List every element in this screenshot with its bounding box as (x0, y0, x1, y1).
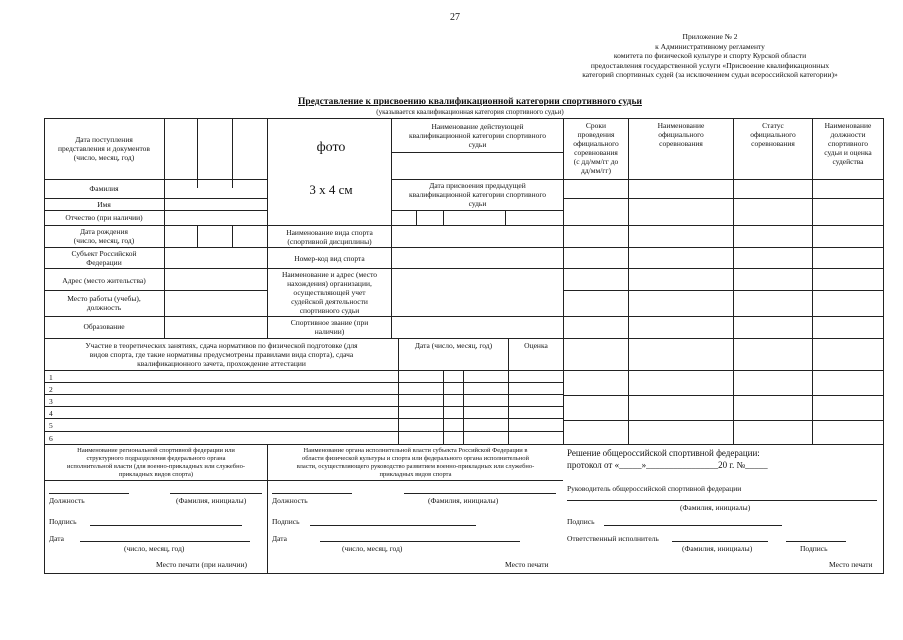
annex-line: к Административному регламенту (655, 41, 765, 51)
annex-header (540, 32, 880, 80)
stamp-label: Место печати (505, 560, 549, 569)
vline (232, 118, 233, 188)
table-row: 2 (49, 385, 53, 394)
col-dates-header: Сроки проведения официального соревнования (с дд/мм/гг до дд/мм/гг) (573, 121, 619, 175)
signature-small-label: Подпись (800, 544, 828, 553)
hline (563, 268, 883, 269)
frame-right (883, 118, 884, 574)
vline (505, 210, 506, 225)
org-label: Наименование и адрес (место нахождения) организации, осуществляющей учет судейской деятельности спортивного судьи (281, 270, 378, 315)
hline (44, 268, 563, 269)
vline (391, 118, 392, 338)
date-label: Дата (272, 534, 287, 543)
prev-category-date-label: Дата присвоения предыдущей квалификационной категории спортивного судьи (409, 181, 546, 208)
region-label: Субъект Российской Федерации (71, 249, 137, 267)
fio-label: (Фамилия, инициалы) (428, 496, 499, 505)
hline (44, 316, 563, 317)
annex-line: комитета по физической культуре и спорту Курской области (613, 51, 807, 60)
hline (44, 225, 267, 226)
table-row: 4 (49, 409, 53, 418)
hline (563, 247, 883, 248)
hline (391, 152, 563, 153)
training-date-header: Дата (число, месяц, год) (414, 341, 493, 350)
hline (563, 395, 883, 396)
fio-label: (Фамилия, инициалы) (176, 496, 247, 505)
hline (563, 290, 883, 291)
date-label: Дата (49, 534, 64, 543)
signature-label: Подпись (49, 517, 77, 526)
hline (391, 179, 883, 180)
patronymic-label: Отчество (при наличии) (65, 213, 143, 222)
col-competition-header: Наименование официального соревнования (657, 121, 705, 148)
signature-line (90, 525, 242, 526)
vline (443, 210, 444, 225)
hline (44, 418, 563, 419)
hline (44, 431, 563, 432)
hline (44, 394, 563, 395)
signature-label: Подпись (272, 517, 300, 526)
frame-top (44, 118, 884, 119)
col-status-header: Статус официального соревнования (750, 121, 796, 148)
workplace-label: Место работы (учебы), должность (67, 294, 141, 312)
head-label: Руководитель общероссийской спортивной федерации (567, 484, 742, 493)
annex-line: Приложение № 2 (682, 32, 738, 41)
photo-placeholder: фото (316, 140, 346, 155)
hline (44, 406, 563, 407)
date-hint: (число, месяц, год) (342, 544, 403, 553)
signature-line (404, 493, 556, 494)
signature-line (320, 541, 520, 542)
signature-line (80, 541, 250, 542)
title-rank-label: Спортивное звание (при наличии) (290, 318, 369, 336)
page-number: 27 (450, 12, 460, 23)
hline (563, 198, 883, 199)
education-label: Образование (83, 322, 125, 331)
signature-line (170, 493, 262, 494)
photo-size: 3 x 4 см (309, 182, 353, 197)
surname-label: Фамилия (89, 184, 119, 193)
table-row: 3 (49, 397, 53, 406)
hline (44, 382, 563, 383)
vline (416, 210, 417, 225)
frame-bottom (44, 573, 884, 574)
hline (44, 338, 883, 339)
training-grade-header: Оценка (524, 341, 548, 350)
hline (267, 225, 563, 226)
hline (44, 198, 267, 199)
table-row: 5 (49, 421, 53, 430)
hline (44, 480, 563, 481)
col-position-header: Наименование должности спортивного судьи и оценка судейства (824, 121, 872, 166)
training-header: Участие в теоретических занятиях, сдача нормативов по физической подготовке (для видов спорта, где такие нормативы предусмотрены правилами вида спорта), сдача квалификационного зачета, прохождение аттестации (85, 341, 358, 368)
stamp-optional-label: Место печати (при наличии) (156, 560, 248, 569)
protocol-label: протокол от «_____»________________20 г. №_____ (567, 460, 768, 470)
hline (563, 225, 883, 226)
position-label: Должность (49, 496, 85, 505)
exec-body-label: Наименование органа исполнительной власти субъекта Российской Федерации в области физической культуры и спорта или федерального органа исполнительной власти, осуществляющего руководство развитием военно-прикладных или служебно- прикладных видов спорта (296, 447, 535, 478)
birth-date-label: Дата рождения (число, месяц, год) (73, 227, 135, 245)
signature-line (567, 500, 877, 501)
hline (44, 210, 267, 211)
responsible-label: Ответственный исполнитель (567, 534, 659, 543)
hline (44, 290, 267, 291)
table-row: 6 (49, 434, 53, 443)
annex-line: предоставления государственной услуги «Присвоение квалификационных (590, 60, 830, 70)
vline (164, 118, 165, 338)
current-category-label: Наименование действующей квалификационной категории спортивного судьи (409, 122, 546, 149)
date-hint: (число, месяц, год) (124, 544, 185, 553)
signature-line (272, 493, 352, 494)
hline (44, 247, 563, 248)
regional-federation-label: Наименование региональной спортивной федерации или структурного подразделения федерального органа исполнительной власти (для военно-прикладных или служебно- прикладных видов спорта) (67, 447, 245, 478)
vline (197, 225, 198, 247)
signature-label: Подпись (567, 517, 595, 526)
hline (44, 370, 563, 371)
signature-line (49, 493, 129, 494)
name-label: Имя (97, 200, 111, 209)
fio-label: (Фамилия, инициалы) (680, 503, 751, 512)
hline (44, 179, 267, 180)
signature-line (786, 541, 846, 542)
hline (563, 316, 883, 317)
vline (232, 225, 233, 247)
position-label: Должность (272, 496, 308, 505)
signature-line (672, 541, 768, 542)
date-received-label: Дата поступления представления и документов (число, месяц, год) (58, 135, 150, 162)
signature-line (604, 525, 782, 526)
form-subtitle: (указывается квалификационная категория спортивного судьи) (376, 108, 564, 116)
address-label: Адрес (место жительства) (62, 276, 146, 285)
vline (197, 118, 198, 188)
hline (44, 444, 883, 445)
table-row: 1 (49, 373, 53, 382)
decision-label: Решение общероссийской спортивной федерации: (567, 448, 760, 458)
signature-line (310, 525, 476, 526)
stamp-label: Место печати (829, 560, 873, 569)
sport-code-label: Номер-код вид спорта (294, 254, 365, 263)
fio-label: (Фамилия, инициалы) (682, 544, 753, 553)
sport-name-label: Наименование вида спорта (спортивной дисциплины) (286, 228, 373, 246)
form-title: Представление к присвоению квалификационной категории спортивного судьи (298, 97, 642, 107)
vline (508, 338, 509, 444)
annex-line: категорий спортивных судей (за исключением судьи всероссийской категории)» (582, 70, 838, 79)
hline (563, 370, 883, 371)
vline (398, 338, 399, 444)
hline (563, 420, 883, 421)
